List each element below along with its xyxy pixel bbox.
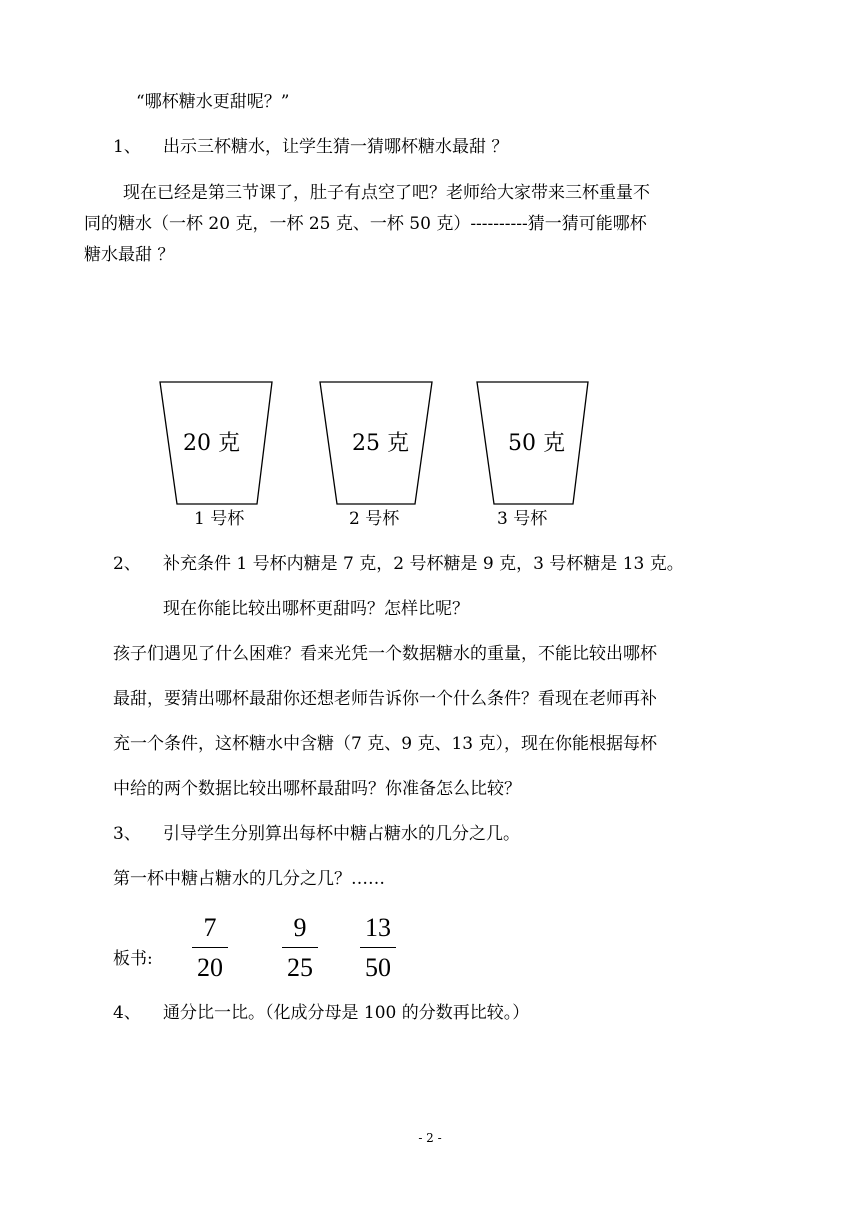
intro-line-3: 糖水最甜 ？ xyxy=(84,245,175,265)
cup-3-name: 3 号杯 xyxy=(497,509,548,529)
fraction-1-bar xyxy=(192,947,228,948)
discussion-line-2: 最甜，要猜出哪杯最甜你还想老师告诉你一个什么条件？看现在老师再补 xyxy=(113,689,657,709)
intro-line-2: 同的糖水（一杯 20 克，一杯 25 克、一杯 50 克）----------猜一猜可能哪杯 xyxy=(84,214,647,234)
board-label: 板书: xyxy=(113,949,153,969)
discussion-line-1: 孩子们遇见了什么困难？看来光凭一个数据糖水的重量，不能比较出哪杯 xyxy=(113,644,657,664)
discussion-line-3: 充一个条件，这杯糖水中含糖（7 克、9 克、13 克），现在你能根据每杯 xyxy=(113,734,657,754)
fraction-3-numerator: 13 xyxy=(365,913,391,942)
fraction-1-numerator: 7 xyxy=(203,913,217,942)
fraction-3-bar xyxy=(360,947,396,948)
intro-line-1: 现在已经是第三节课了，肚子有点空了吧？老师给大家带来三杯重量不 xyxy=(123,183,650,203)
cup-3-weight: 50 克 xyxy=(508,431,565,456)
step-3-text: 引导学生分别算出每杯中糖占糖水的几分之几。 xyxy=(163,824,520,844)
cups-diagram xyxy=(0,0,860,560)
step-2-question: 现在你能比较出哪杯更甜吗？怎样比呢？ xyxy=(163,599,469,619)
cup-1-name: 1 号杯 xyxy=(194,509,245,529)
fraction-2 xyxy=(280,914,320,982)
fraction-2-numerator: 9 xyxy=(293,913,307,942)
step-4-text: 通分比一比。（化成分母是 100 的分数再比较。） xyxy=(163,1003,530,1023)
step-3-number: 3、 xyxy=(113,824,141,844)
fraction-2-denominator: 25 xyxy=(287,953,313,982)
step-3-question: 第一杯中糖占糖水的几分之几？…… xyxy=(113,869,385,889)
step-2-number: 2、 xyxy=(113,554,141,574)
fraction-3 xyxy=(358,914,398,982)
cup-1-weight: 20 克 xyxy=(183,431,240,456)
fraction-1 xyxy=(190,914,230,982)
fraction-2-bar xyxy=(282,947,318,948)
step-4-number: 4、 xyxy=(113,1003,141,1023)
step-1-number: 1、 xyxy=(113,137,141,157)
discussion-line-4: 中给的两个数据比较出哪杯最甜吗？你准备怎么比较？ xyxy=(113,779,521,799)
step-1-text: 出示三杯糖水，让学生猜一猜哪杯糖水最甜 ？ xyxy=(163,137,509,157)
fraction-1-denominator: 20 xyxy=(197,953,223,982)
step-2-text: 补充条件 1 号杯内糖是 7 克，2 号杯糖是 9 克，3 号杯糖是 13 克。 xyxy=(163,554,684,574)
fraction-3-denominator: 50 xyxy=(365,953,391,982)
section-title: “哪杯糖水更甜呢？” xyxy=(136,92,290,112)
page-number: - 2 - xyxy=(418,1131,442,1145)
cup-2-name: 2 号杯 xyxy=(349,509,400,529)
cup-2-weight: 25 克 xyxy=(352,431,409,456)
